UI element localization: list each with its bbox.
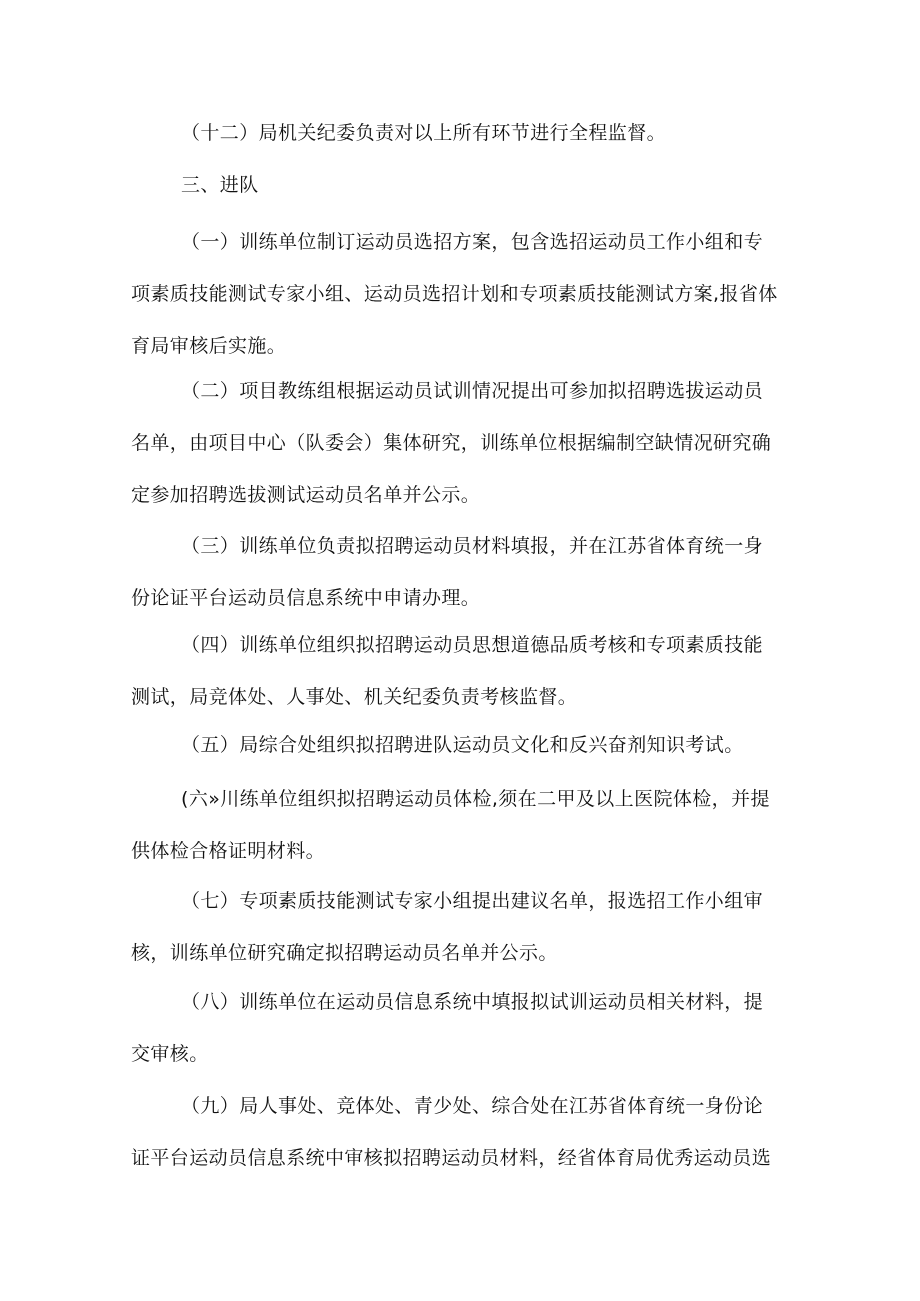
text-line: （十二）局机关纪委负责对以上所有环节进行全程监督。 — [181, 122, 667, 144]
paragraph-8-submission — [131, 976, 796, 1080]
paragraph-7-recommendation — [131, 875, 796, 979]
text-line: 名单，由项目中心（队委会）集体研究，训练单位根据编制空缺情况研究确 — [131, 432, 772, 454]
text-line: 交审核。 — [131, 1043, 209, 1065]
text-line: 项素质技能测试专家小组、运动员选招计划和专项素质技能测试方案,报省体 — [131, 283, 778, 305]
text-line: （三）训练单位负责拟招聘运动员材料填报，并在江苏省体育统一身 — [181, 535, 764, 557]
paragraph-6-medical — [131, 773, 796, 877]
text-line: (六»川练单位组织拟招聘运动员体检,须在二甲及以上医院体检，并提 — [181, 788, 770, 810]
text-line: （八）训练单位在运动员信息系统中填报拟试训运动员相关材料，提 — [181, 991, 764, 1013]
paragraph-2-candidate-list — [131, 365, 796, 521]
paragraph-9-review — [131, 1080, 796, 1184]
section-heading: 三、进队 — [181, 174, 259, 196]
text-line: 育局审核后实施。 — [131, 335, 287, 357]
paragraph-4-assessment — [131, 619, 796, 723]
text-line: （九）局人事处、竞体处、青少处、综合处在江苏省体育统一身份论 — [181, 1095, 764, 1117]
text-line: 核，训练单位研究确定拟招聘运动员名单并公示。 — [131, 942, 558, 964]
text-line: 供体检合格证明材料。 — [131, 840, 326, 862]
text-line: （四）训练单位组织拟招聘运动员思想道德品质考核和专项素质技能 — [181, 634, 764, 656]
section-heading-enter-team — [131, 159, 796, 211]
text-line: （一）训练单位制订运动员选招方案，包含选招运动员工作小组和专 — [181, 231, 764, 253]
text-line: 定参加招聘选拔测试运动员名单并公示。 — [131, 484, 481, 506]
text-line: （七）专项素质技能测试专家小组提出建议名单，报选招工作小组审 — [181, 890, 764, 912]
paragraph-3-materials — [131, 520, 796, 624]
text-line: （二）项目教练组根据运动员试训情况提出可参加拟招聘选拔运动员 — [181, 380, 764, 402]
paragraph-12-supervision — [131, 107, 796, 159]
paragraph-1-plan — [131, 216, 796, 372]
text-line: 证平台运动员信息系统中审核拟招聘运动员材料，经省体育局优秀运动员选 — [131, 1147, 772, 1169]
paragraph-5-exam — [131, 719, 796, 771]
text-line: 测试，局竞体处、人事处、机关纪委负责考核监督。 — [131, 686, 578, 708]
text-line: （五）局综合处组织拟招聘进队运动员文化和反兴奋剂知识考试。 — [181, 734, 744, 756]
text-line: 份论证平台运动员信息系统中申请办理。 — [131, 587, 481, 609]
